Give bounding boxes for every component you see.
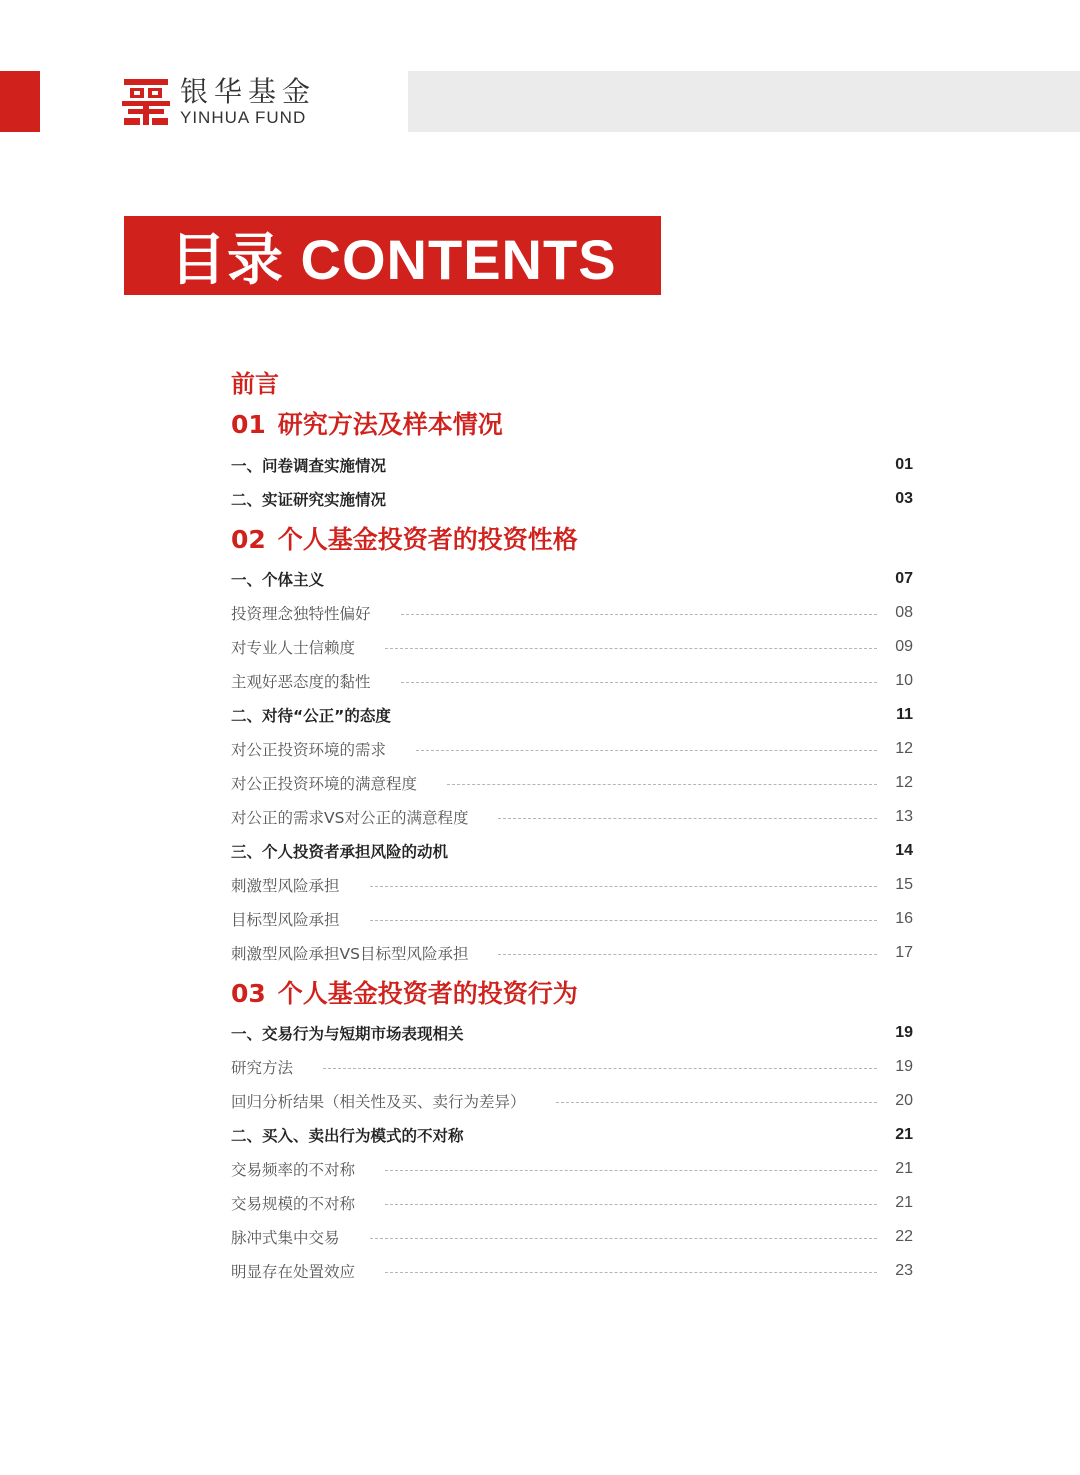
toc-entry[interactable] [231, 448, 913, 482]
toc-entry-label: 二、对待“公正”的态度 [231, 707, 391, 725]
toc-entry-page: 20 [895, 1092, 913, 1109]
toc-entry-label: 二、买入、卖出行为模式的不对称 [231, 1127, 464, 1145]
toc-entry-label: 投资理念独特性偏好 [231, 605, 371, 623]
toc-entry-label: 脉冲式集中交易 [231, 1229, 340, 1247]
section-number: 03 [231, 979, 266, 1008]
toc-entry-label: 刺激型风险承担VS目标型风险承担 [231, 945, 469, 963]
dotted-leader [370, 886, 877, 887]
toc-entry[interactable] [231, 562, 913, 596]
toc-entry-page: 23 [895, 1262, 913, 1279]
toc-entry[interactable] [231, 834, 913, 868]
toc-entry-label: 二、实证研究实施情况 [231, 491, 387, 509]
toc-entry-label: 对专业人士信赖度 [231, 639, 356, 657]
dotted-leader [323, 1068, 877, 1069]
page-title: 目录 CONTENTS [124, 216, 661, 295]
dotted-leader [385, 648, 877, 649]
toc-entry-page: 19 [895, 1024, 913, 1041]
header-red-tab [0, 71, 40, 132]
toc-entry[interactable] [231, 482, 913, 516]
dotted-leader [401, 682, 877, 683]
toc-entry-label: 对公正投资环境的需求 [231, 741, 387, 759]
section-name: 个人基金投资者的投资行为 [277, 979, 578, 1008]
toc-entry[interactable] [231, 1016, 913, 1050]
toc-entry-page: 07 [895, 570, 913, 587]
toc-entry-label: 交易规模的不对称 [231, 1195, 356, 1213]
toc-entry[interactable] [231, 800, 913, 834]
section-number: 01 [231, 410, 266, 439]
toc-entry-label: 主观好恶态度的黏性 [231, 673, 371, 691]
dotted-leader [370, 920, 877, 921]
toc-entry[interactable] [231, 936, 913, 970]
toc-entry-label: 对公正的需求VS对公正的满意程度 [231, 809, 469, 827]
dotted-leader [447, 784, 877, 785]
toc-entry[interactable] [231, 766, 913, 800]
toc-entry-label: 一、个体主义 [231, 571, 325, 589]
toc-entry-label: 对公正投资环境的满意程度 [231, 775, 418, 793]
dotted-leader [498, 818, 877, 819]
dotted-leader [385, 1204, 877, 1205]
toc-entry-label: 研究方法 [231, 1059, 294, 1077]
toc-entry[interactable] [231, 1220, 913, 1254]
toc-entry-page: 15 [895, 876, 913, 893]
toc-entry-page: 13 [895, 808, 913, 825]
toc-entry-label: 明显存在处置效应 [231, 1263, 356, 1281]
toc-entry-page: 11 [896, 706, 913, 723]
toc-entry-page: 22 [895, 1228, 913, 1245]
toc-entry-label: 交易频率的不对称 [231, 1161, 356, 1179]
dotted-leader [401, 614, 877, 615]
toc-entry-label: 一、交易行为与短期市场表现相关 [231, 1025, 464, 1043]
dotted-leader [385, 1272, 877, 1273]
section-title-03[interactable] [231, 974, 578, 1014]
logo [120, 74, 316, 130]
toc-entry-page: 21 [895, 1126, 913, 1143]
logo-chinese-name: 银华基金 [180, 75, 317, 108]
toc-entry-page: 16 [895, 910, 913, 927]
dotted-leader [385, 1170, 877, 1171]
dotted-leader [556, 1102, 877, 1103]
toc-entry[interactable] [231, 630, 913, 664]
section-name: 个人基金投资者的投资性格 [277, 525, 578, 554]
toc-entry-label: 回归分析结果（相关性及买、卖行为差异） [231, 1093, 526, 1111]
toc-entry[interactable] [231, 868, 913, 902]
toc-entry-page: 01 [895, 456, 913, 473]
toc-entry-page: 12 [895, 774, 913, 791]
section-title-01[interactable] [231, 405, 503, 445]
toc-entry-page: 03 [895, 490, 913, 507]
toc-entry[interactable] [231, 1118, 913, 1152]
header-grey-band [408, 71, 1080, 132]
dotted-leader [416, 750, 877, 751]
toc-entry[interactable] [231, 596, 913, 630]
toc-entry-page: 19 [895, 1058, 913, 1075]
dotted-leader [370, 1238, 877, 1239]
toc-entry[interactable] [231, 664, 913, 698]
toc-entry-label: 三、个人投资者承担风险的动机 [231, 843, 449, 861]
toc-entry[interactable] [231, 1186, 913, 1220]
toc-entry[interactable] [231, 732, 913, 766]
toc-entry-page: 12 [895, 740, 913, 757]
toc-entry-label: 目标型风险承担 [231, 911, 340, 929]
logo-english-name: YINHUA FUND [180, 108, 307, 127]
toc-entry-page: 10 [895, 672, 913, 689]
toc-entry-label: 刺激型风险承担 [231, 877, 340, 895]
toc-entry[interactable] [231, 1152, 913, 1186]
toc-entry[interactable] [231, 1254, 913, 1288]
toc-entry[interactable] [231, 1050, 913, 1084]
toc-entry-label: 一、问卷调查实施情况 [231, 457, 387, 475]
toc-entry-page: 21 [895, 1160, 913, 1177]
toc-entry-page: 17 [895, 944, 913, 961]
toc-entry[interactable] [231, 698, 913, 732]
section-name: 研究方法及样本情况 [277, 410, 503, 439]
toc-entry-page: 08 [895, 604, 913, 621]
section-number: 02 [231, 525, 266, 554]
toc-entry-page: 14 [895, 842, 913, 859]
toc-preface[interactable]: 前言 [231, 370, 279, 398]
toc-entry[interactable] [231, 902, 913, 936]
toc-entry-page: 21 [895, 1194, 913, 1211]
toc-entry[interactable] [231, 1084, 913, 1118]
section-title-02[interactable] [231, 520, 578, 560]
toc-entry-page: 09 [895, 638, 913, 655]
dotted-leader [498, 954, 877, 955]
yinhua-logo-icon [120, 76, 172, 128]
